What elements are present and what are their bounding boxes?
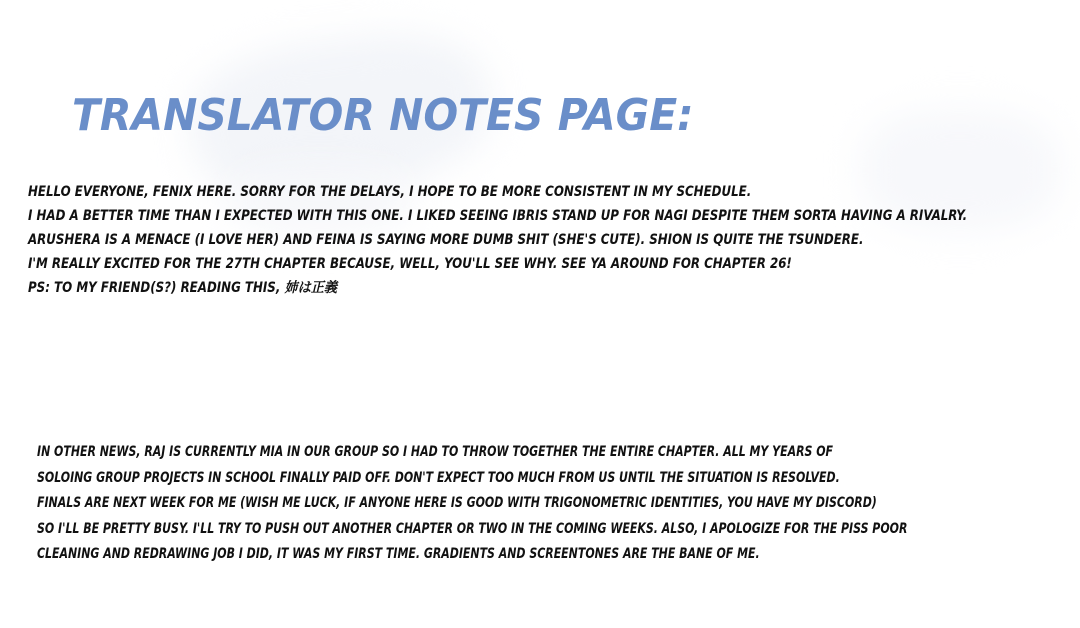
intro-line: HELLO EVERYONE, FENIX HERE. SORRY FOR THE DELAYS, I HOPE TO BE MORE CONSISTENT IN MY SCHEDULE. <box>28 184 752 200</box>
intro-notes <box>28 180 967 300</box>
intro-line: I'M REALLY EXCITED FOR THE 27TH CHAPTER BECAUSE, WELL, YOU'LL SEE WHY. SEE YA AROUND FOR CHAPTER 26! <box>28 256 792 272</box>
news-notes <box>37 440 907 568</box>
intro-line: I HAD A BETTER TIME THAN I EXPECTED WITH THIS ONE. I LIKED SEEING IBRIS STAND UP FOR NAGI DESPITE THEM SORTA HAVING A RIVALRY. <box>28 208 968 224</box>
news-line: CLEANING AND REDRAWING JOB I DID, IT WAS MY FIRST TIME. GRADIENTS AND SCREENTONES ARE THE BANE OF ME. <box>37 546 760 562</box>
news-line: SO I'LL BE PRETTY BUSY. I'LL TRY TO PUSH OUT ANOTHER CHAPTER OR TWO IN THE COMING WEEKS. ALSO, I APOLOGIZE FOR THE PISS POOR <box>37 520 908 537</box>
intro-line: PS: TO MY FRIEND(S?) READING THIS, 姉は正義 <box>28 280 338 296</box>
page-title: TRANSLATOR NOTES PAGE: <box>72 90 694 141</box>
news-line: SOLOING GROUP PROJECTS IN SCHOOL FINALLY PAID OFF. DON'T EXPECT TOO MUCH FROM US UNTIL THE SITUATION IS RESOLVED. <box>37 469 840 486</box>
intro-line: ARUSHERA IS A MENACE (I LOVE HER) AND FEINA IS SAYING MORE DUMB SHIT (SHE'S CUTE). SHION IS QUITE THE TSUNDERE. <box>28 232 864 248</box>
news-line: IN OTHER NEWS, RAJ IS CURRENTLY MIA IN OUR GROUP SO I HAD TO THROW TOGETHER THE ENTIRE CHAPTER. ALL MY YEARS OF <box>37 444 834 460</box>
news-line: FINALS ARE NEXT WEEK FOR ME (WISH ME LUCK, IF ANYONE HERE IS GOOD WITH TRIGONOMETRIC IDENTITIES, YOU HAVE MY DISCORD) <box>37 495 877 511</box>
